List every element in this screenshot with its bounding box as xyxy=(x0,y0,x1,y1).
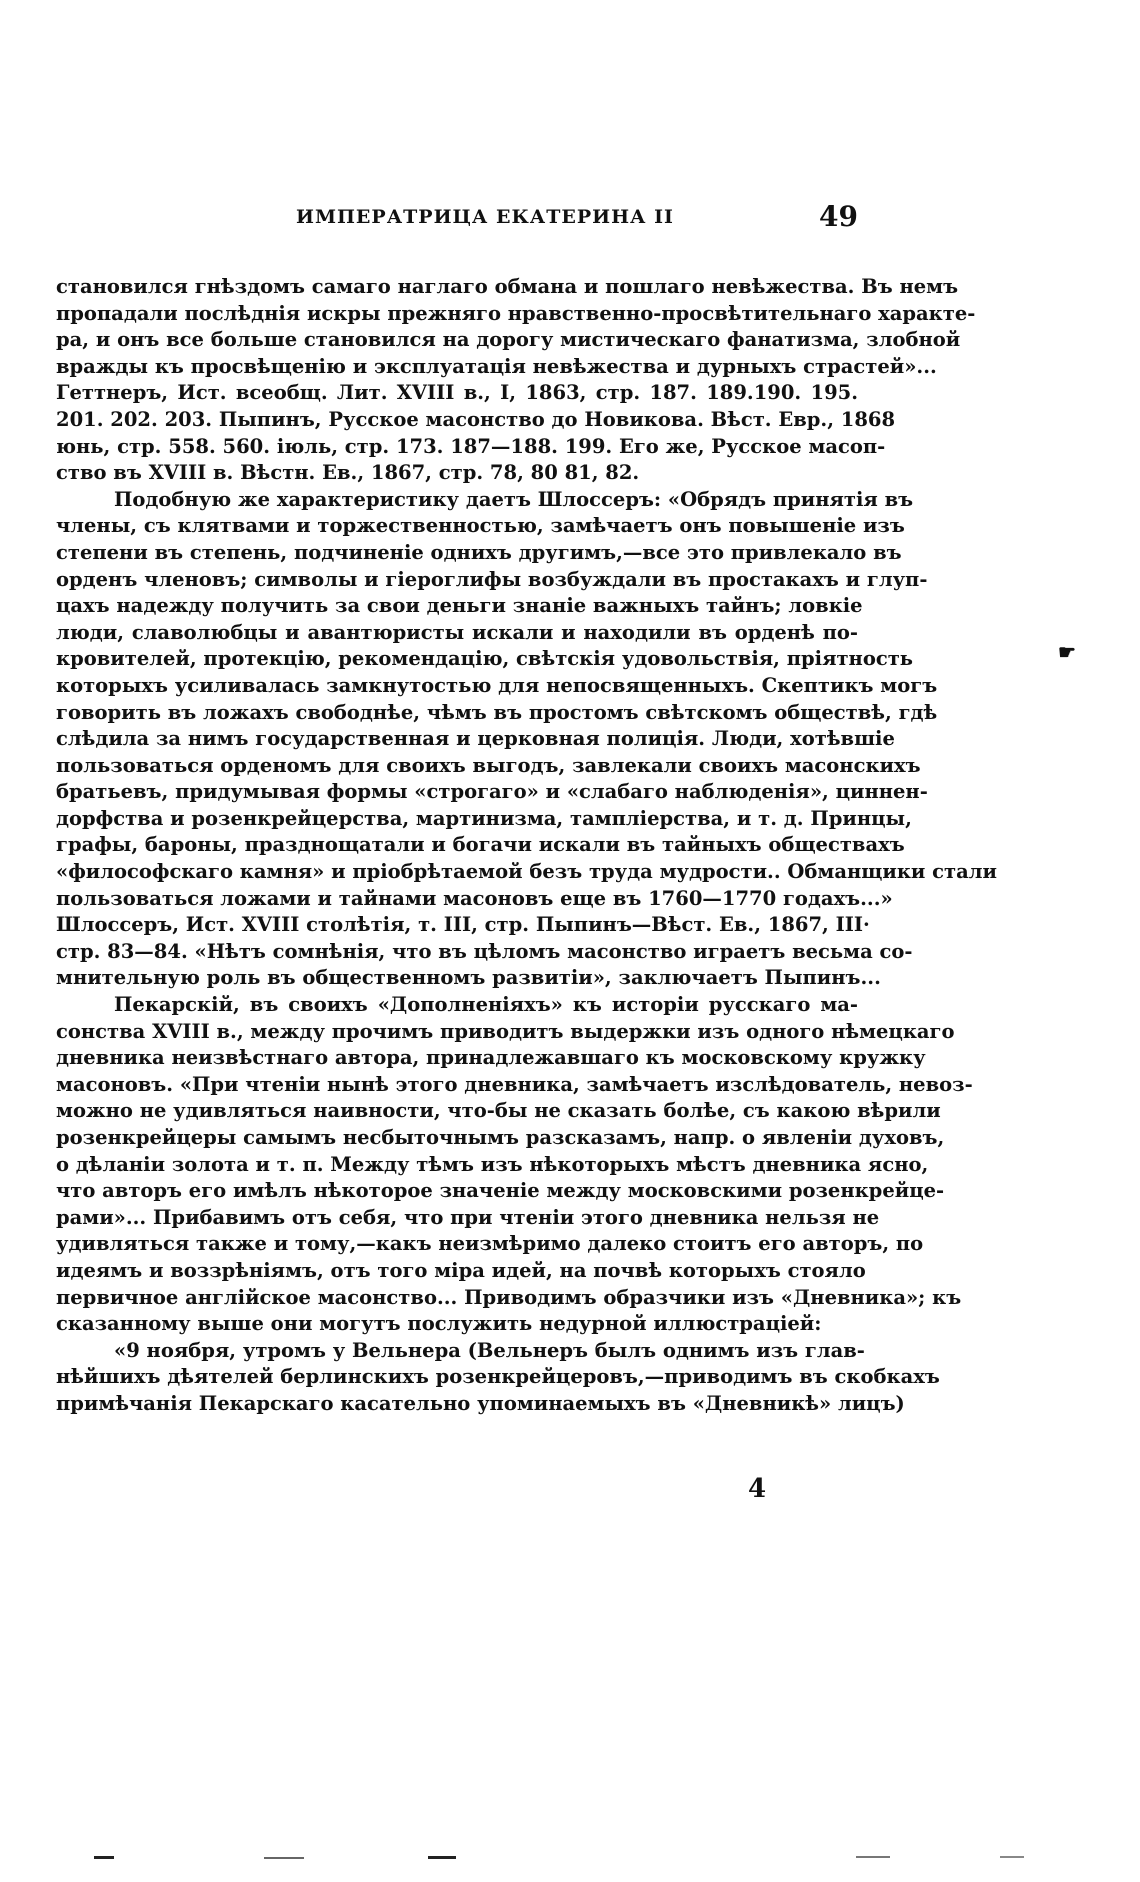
text-line: люди, славолюбцы и авантюристы искали и находили въ орденѣ по- xyxy=(56,620,858,644)
text-line: сказанному выше они могутъ послужить недурной иллюстраціей: xyxy=(56,1312,822,1336)
body-text xyxy=(56,274,997,1418)
text-line: степени въ степень, подчиненіе однихъ другимъ,—все это привлекало въ xyxy=(56,540,902,564)
text-line: можно не удивляться наивности, что-бы не сказать болѣе, съ какою вѣрили xyxy=(56,1099,941,1123)
text-line: дорфства и розенкрейцерства, мартинизма, тампліерства, и т. д. Принцы, xyxy=(56,806,912,830)
text-line: дневника неизвѣстнаго автора, принадлежавшаго къ московскому кружку xyxy=(56,1046,926,1070)
text-line: «9 ноября, утромъ у Вельнера (Вельнеръ былъ однимъ изъ глав- xyxy=(114,1338,865,1362)
text-line: Подобную же характеристику даетъ Шлоссеръ: «Обрядъ принятія въ xyxy=(114,487,914,511)
text-line: первичное англійское масонство... Приводимъ образчики изъ «Дневника»; къ xyxy=(56,1285,962,1309)
text-line: становился гнѣздомъ самаго наглаго обмана и пошлаго невѣжества. Въ немъ xyxy=(56,275,959,298)
text-line: кровителей, протекцію, рекомендацію, свѣтскія удовольствія, пріятность xyxy=(56,647,914,671)
running-title: ИМПЕРАТРИЦА ЕКАТЕРИНА II xyxy=(296,206,674,228)
text-line: цахъ надежду получить за свои деньги знаніе важныхъ тайнъ; ловкіе xyxy=(56,594,863,618)
text-line: ство въ XVIII в. Вѣстн. Ев., 1867, стр. 78, 80 81, 82. xyxy=(56,461,640,485)
text-line: слѣдила за нимъ государственная и церковная полиція. Люди, хотѣвшіе xyxy=(56,727,895,751)
text-line: графы, бароны, празднощатали и богачи искали въ тайныхъ обществахъ xyxy=(56,833,905,857)
text-line: рами»... Прибавимъ отъ себя, что при чтеніи этого дневника нельзя не xyxy=(56,1205,880,1229)
text-line: пропадали послѣднія искры прежняго нравственно-просвѣтительнаго характе- xyxy=(56,301,976,325)
text-line: вражды къ просвѣщенію и эксплуатація невѣжества и дурныхъ страстей»... xyxy=(56,354,937,378)
text-line: сонства XVIII в., между прочимъ приводитъ выдержки изъ одного нѣмецкаго xyxy=(56,1019,955,1043)
scan-artifact xyxy=(264,1857,304,1859)
text-line: Геттнеръ, Ист. всеобщ. Лит. XVIII в., I, 1863, стр. 187. 189.190. 195. xyxy=(56,381,858,405)
text-line: что авторъ его имѣлъ нѣкоторое значеніе между московскими розенкрейце- xyxy=(56,1179,945,1203)
text-line: нѣйшихъ дѣятелей берлинскихъ розенкрейцеровъ,—приводимъ въ скобкахъ xyxy=(56,1365,940,1389)
scan-artifact xyxy=(1000,1856,1024,1858)
text-line: мнительную роль въ общественномъ развитіи», заключаетъ Пыпинъ... xyxy=(56,966,881,990)
scan-artifact xyxy=(428,1856,456,1859)
text-line: масоновъ. «При чтеніи нынѣ этого дневника, замѣчаетъ изслѣдователь, невоз- xyxy=(56,1072,973,1096)
text-line: братьевъ, придумывая формы «строгаго» и «слабаго наблюденія», циннен- xyxy=(56,780,928,804)
text-line: «философскаго камня» и пріобрѣтаемой безъ труда мудрости.. Обманщики стали xyxy=(56,860,997,884)
scan-artifact xyxy=(856,1856,890,1858)
text-line: 201. 202. 203. Пыпинъ, Русское масонство до Новикова. Вѣст. Евр., 1868 xyxy=(56,407,896,431)
page-number: 49 xyxy=(819,200,858,233)
scan-artifact xyxy=(94,1856,114,1859)
text-line: юнь, стр. 558. 560. іюль, стр. 173. 187—188. 199. Его же, Русское масоп- xyxy=(56,434,886,458)
text-line: пользоваться орденомъ для своихъ выгодъ, завлекали своихъ масонскихъ xyxy=(56,753,921,777)
text-line: Пекарскій, въ своихъ «Дополненіяхъ» къ исторіи русскаго ма- xyxy=(114,993,858,1017)
text-line: о дѣланіи золота и т. п. Между тѣмъ изъ нѣкоторыхъ мѣстъ дневника ясно, xyxy=(56,1152,929,1176)
text-line: Шлоссеръ, Ист. XVIII столѣтія, т. III, стр. Пыпинъ—Вѣст. Ев., 1867, III· xyxy=(56,913,870,937)
page-header xyxy=(56,198,858,238)
margin-pointer-mark: ☛ xyxy=(1058,640,1076,664)
text-line: которыхъ усиливалась замкнутостью для непосвященныхъ. Скептикъ могъ xyxy=(56,673,938,697)
text-line: орденъ членовъ; символы и гіероглифы возбуждали въ простакахъ и глуп- xyxy=(56,567,928,591)
text-line: удивляться также и тому,—какъ неизмѣримо далеко стоитъ его авторъ, по xyxy=(56,1232,924,1256)
text-line: говорить въ ложахъ свободнѣе, чѣмъ въ простомъ свѣтскомъ обществѣ, гдѣ xyxy=(56,700,938,724)
text-line: стр. 83—84. «Нѣтъ сомнѣнія, что въ цѣломъ масонство играетъ весьма со- xyxy=(56,939,913,963)
text-line: идеямъ и воззрѣніямъ, отъ того міра идей, на почвѣ которыхъ стояло xyxy=(56,1258,866,1282)
text-line: пользоваться ложами и тайнами масоновъ еще въ 1760—1770 годахъ...» xyxy=(56,886,893,910)
text-line: примѣчанія Пекарскаго касательно упоминаемыхъ въ «Дневникѣ» лицъ) xyxy=(56,1391,905,1415)
signature-mark: 4 xyxy=(748,1474,767,1504)
text-line: розенкрейцеры самымъ несбыточнымъ разсказамъ, напр. о явленіи духовъ, xyxy=(56,1126,945,1149)
text-line: члены, съ клятвами и торжественностью, замѣчаетъ онъ повышеніе изъ xyxy=(56,514,905,538)
text-line: ра, и онъ все больше становился на дорогу мистическаго фанатизма, злобной xyxy=(56,328,961,352)
